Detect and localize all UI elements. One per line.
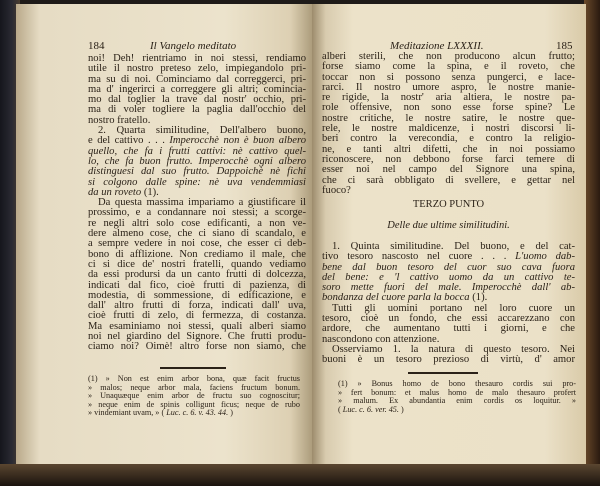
text-segment: » malum. Ex abundantia enim cordis os loquitur. » xyxy=(338,396,576,406)
text-segment: e del cattivo . . . xyxy=(88,135,170,147)
text-segment: tesoro, cioè un fondo, che essi accarezzano con xyxy=(322,313,575,325)
text-segment: ( xyxy=(338,404,343,414)
text-segment: nascondono con attenzione. xyxy=(322,333,440,345)
text-line xyxy=(88,342,306,352)
text-segment: » Unaquæque enim arbor de fructu suo cognoscitur; xyxy=(88,391,300,401)
italic-text: lo, che fa buon frutto. Imperocchè ogni albero xyxy=(88,155,306,167)
right-body-text xyxy=(322,52,575,196)
text-line xyxy=(322,176,575,186)
text-segment: Da questa massima impariamo a giustificare il xyxy=(98,197,306,209)
text-segment: nostro fratello. xyxy=(88,114,151,126)
text-segment: che ci sarà obbligato di svellere, e gettar nel xyxy=(322,174,575,186)
text-segment: (1). xyxy=(472,292,488,304)
right-body-text-continued xyxy=(322,242,575,366)
text-segment: ardore, che aumentano tutti i giorni, e che xyxy=(322,323,575,335)
text-segment: ma d' ingerirci a correggere gli altri; comincia- xyxy=(88,83,306,95)
text-segment: forse siamo come la spina, e il roveto, che xyxy=(322,61,575,73)
text-segment: indicati dal fico, cioè frutti di pazienza, di xyxy=(88,279,306,291)
text-segment: rarci. Il nostro umore aspro, le nostre manie- xyxy=(322,81,575,93)
text-segment: modestia, di sommessione, di edificazione, e xyxy=(88,289,306,301)
text-segment: nostre critiche, le nostre satire, le nostre que- xyxy=(322,112,575,124)
italic-text: si colgono dalle spine: nè uva vendemmiasi xyxy=(88,176,306,188)
left-running-head: Il Vangelo meditato xyxy=(150,40,237,52)
text-segment: rele, le nostre maldicenze, i nostri discorsi li- xyxy=(322,123,575,135)
italic-text: bondanza del cuore parla la bocca xyxy=(322,292,473,304)
text-line xyxy=(338,406,576,415)
text-segment: (1). xyxy=(143,186,159,198)
section-subtitle: Delle due ultime similitudini. xyxy=(387,220,510,231)
text-segment: utile il nostro preteso zelo, impiegandolo pri- xyxy=(88,63,306,75)
text-segment: ne, e tanti altri difetti, che in noi possiamo xyxy=(322,143,575,155)
text-segment: 1. Quinta similitudine. Del buono, e del cat- xyxy=(332,241,575,252)
text-segment: re negli altri solo cose edificanti, a non ve- xyxy=(88,217,306,229)
text-segment: ma di voler togliere la paglia dall'occhio del xyxy=(88,104,306,116)
text-segment: ) xyxy=(228,408,233,418)
text-segment: beri contro la verecondia, e contro la religio- xyxy=(322,133,575,145)
book-bottom-edge xyxy=(0,464,600,486)
text-line xyxy=(322,355,575,365)
text-segment: cioè frutti di zelo, di fermezza, di costanza. xyxy=(88,310,306,322)
text-segment: role offensive, non sono esse forse spine? Le xyxy=(322,102,575,114)
text-segment: ciamo noi? Oimè! altro forse non siamo, che xyxy=(88,341,306,353)
text-segment: Ma esaminiamo noi stessi, quali alberi siamo xyxy=(88,320,306,332)
text-segment: » fert bonum: et malus homo de malo thesauro profert xyxy=(338,387,576,397)
text-segment: toccar non si possono senza pungerci, e lace- xyxy=(322,71,575,83)
text-segment: » malos; neque arbor mala, faciens fructum bonum. xyxy=(88,382,300,392)
text-segment: buoni è un tesoro prezioso di virtù, d' amor xyxy=(322,354,575,366)
italic-text: da un roveto xyxy=(88,186,144,198)
text-segment: noi! Deh! rientriamo in noi stessi, rendiamo xyxy=(88,53,306,64)
text-segment: noi nel giardino del Signore. Che frutti produ- xyxy=(88,331,306,343)
text-segment: » neque enim de spinis colligunt ficus; neque de rubo xyxy=(88,399,300,409)
text-segment: fuoco? xyxy=(322,184,351,196)
italic-text: Luc. c. 6. ver. 45. xyxy=(342,404,399,414)
right-footnote xyxy=(338,380,576,414)
text-segment: ) xyxy=(398,404,404,414)
book-cover-right-edge xyxy=(584,0,600,486)
text-line xyxy=(88,409,300,418)
left-footnote xyxy=(88,375,300,418)
text-segment: bono di afflizione. Non crediamo il male, che xyxy=(88,248,306,260)
text-segment: ci si dice de' nostri fratelli, quando vediamo xyxy=(88,258,306,270)
text-segment: alberi sterili, che non producono alcun frutto; xyxy=(322,51,575,62)
text-segment: dere almeno cose, che ci siano di scandalo, e xyxy=(88,228,306,240)
text-segment: re rigide, la nostr' aria altiera, le nostre pa- xyxy=(322,92,575,104)
italic-text: L'uomo dab- xyxy=(515,251,575,263)
text-segment: Osserviamo 1. la natura di questo tesoro. Nei xyxy=(332,343,575,355)
italic-text: distinguesi dal suo frutto. Dappoichè nè fichi xyxy=(88,166,306,178)
text-segment: esser noi nel campo del Signore una spina, xyxy=(322,164,575,176)
text-segment: a sempre vedere in noi cose, che esser ci deb- xyxy=(88,238,306,250)
text-segment: riconoscere, non debbono forse farci temere di xyxy=(322,153,575,165)
italic-text: Imperocchè non è buon albero xyxy=(169,135,306,147)
left-page-number: 184 xyxy=(88,40,105,52)
left-body-text xyxy=(88,54,306,353)
text-segment: » vindemiant uvam, » ( xyxy=(88,408,167,418)
text-segment: (1) » Bonus homo de bono thesauro cordis sui pro- xyxy=(338,379,576,388)
italic-text: Luc. c. 6. v. 43. 44. xyxy=(166,408,229,418)
text-segment: tivo tesoro nascosto nel cuore . . . xyxy=(322,251,516,263)
italic-text: bene dal buon tesoro del cuor suo cava fuora xyxy=(322,261,575,273)
text-segment: (1) » Non est enim arbor bona, quæ facit fructus xyxy=(88,374,300,383)
right-page-number: 185 xyxy=(556,40,573,52)
footnote-rule xyxy=(408,372,478,374)
section-title: TERZO PUNTO xyxy=(412,199,485,210)
italic-text: soro mette fuori del male. Imperocchè dall' ab- xyxy=(322,282,575,294)
italic-text: del bene: e 'l cattivo uomo da un cattivo te- xyxy=(322,271,575,283)
text-segment: ma su di noi. Cominciamo dal correggerci, pri- xyxy=(88,73,306,85)
text-segment: prossimo, e a condannare noi stessi; a scorge- xyxy=(88,207,306,219)
text-segment: mo dal toglier la trave dal nostr' occhio, pri- xyxy=(88,94,306,106)
right-running-head: Meditazione LXXXII. xyxy=(390,40,484,52)
text-segment: Tutti gli uomini portano nel loro cuore un xyxy=(332,302,575,314)
text-line xyxy=(322,186,575,196)
italic-text: quello, che fa i frutti cattivi: nè cattivo quel- xyxy=(88,145,306,157)
footnote-rule xyxy=(160,367,226,369)
text-segment: 2. Quarta similitudine, Dell'albero buono, xyxy=(98,125,306,137)
text-segment: da essi prodursi da un canto frutti di dolcezza, xyxy=(88,269,306,281)
text-segment: dall' altro frutti di forza, indicati dall' uva, xyxy=(88,300,306,312)
